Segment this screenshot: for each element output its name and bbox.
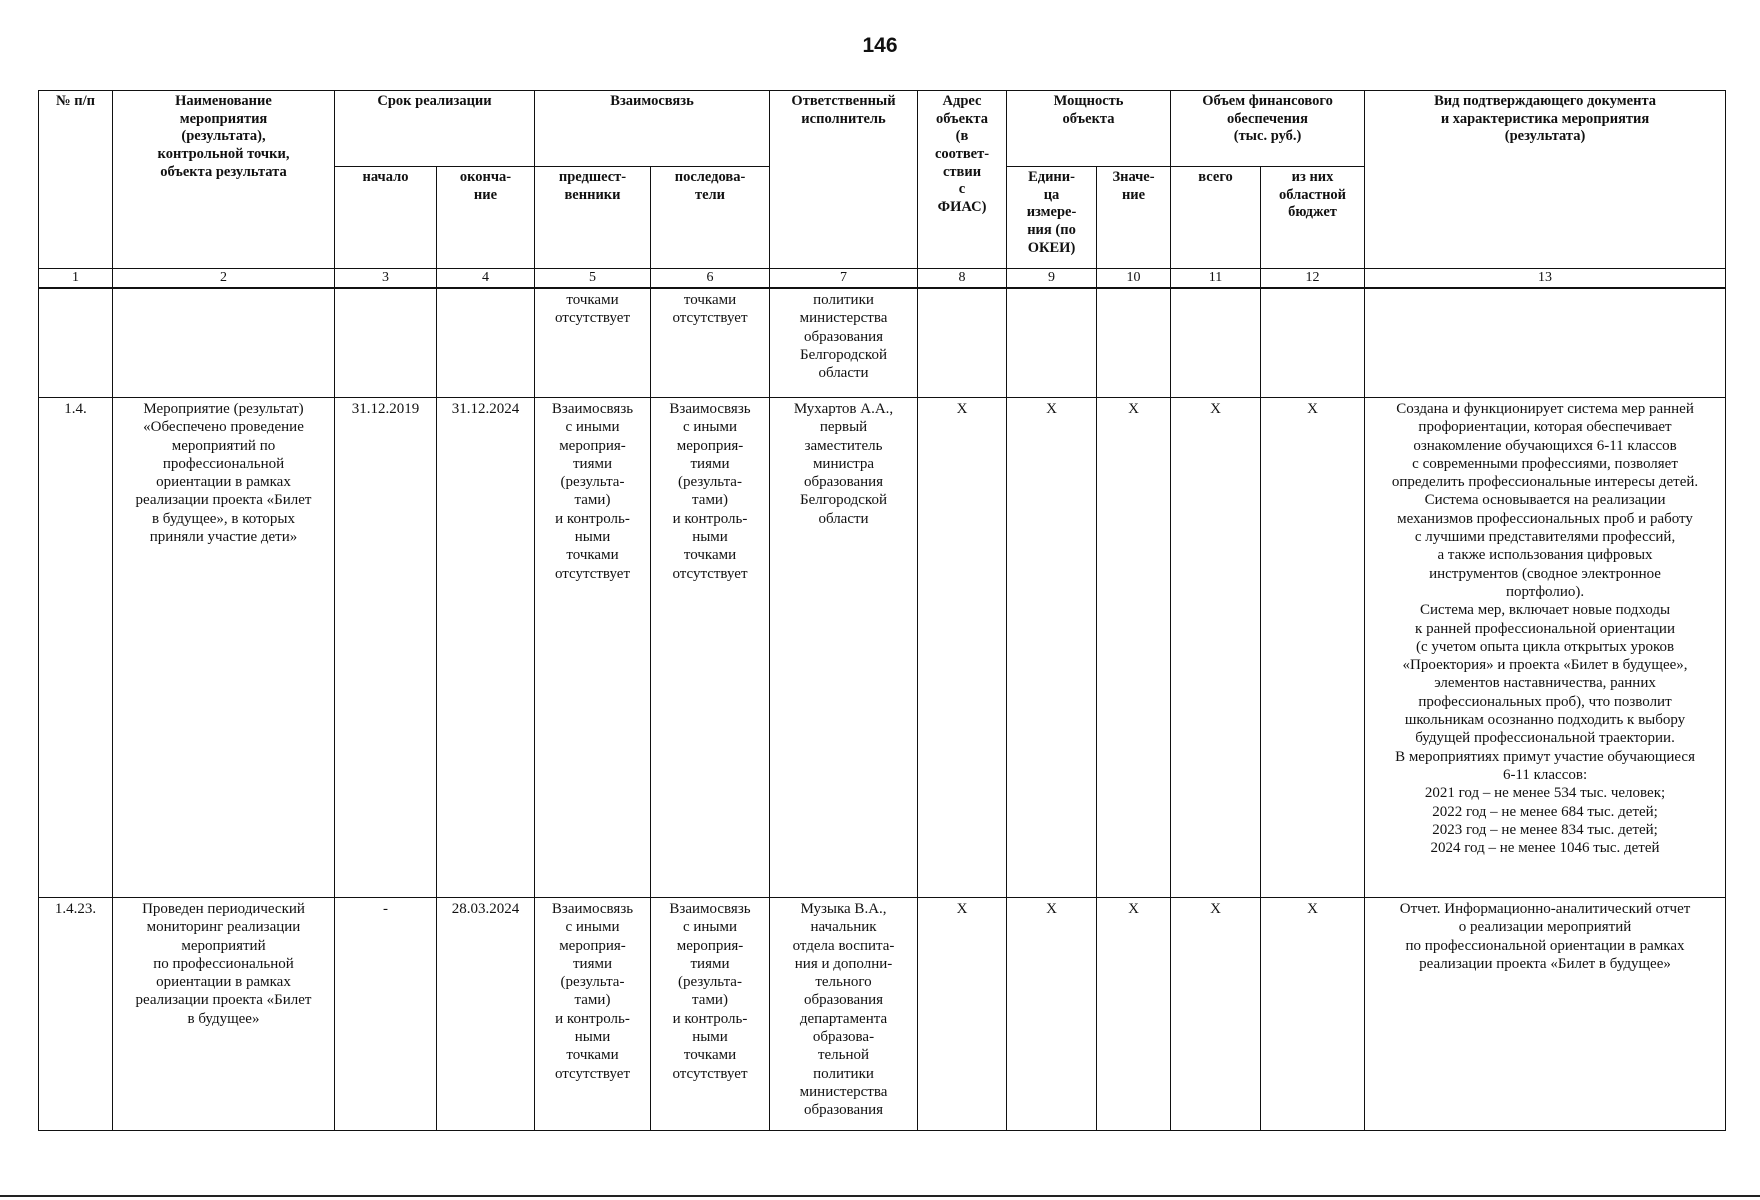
cell-name: Мероприятие (результат) «Обеспечено проведение мероприятий по профессиональной ориентации в рамках реализации проекта «Билет в будущее», в которых приняли участие дети» xyxy=(113,398,335,898)
cell-total: X xyxy=(1171,898,1261,1131)
cell-name: Проведен периодический мониторинг реализации мероприятий по профессиональной ориентации в рамках реализации проекта «Билет в будущее» xyxy=(113,898,335,1131)
cell-total xyxy=(1171,288,1261,398)
column-number: 2 xyxy=(113,269,335,289)
cell-end xyxy=(437,288,535,398)
column-number: 5 xyxy=(535,269,651,289)
cell-regional: X xyxy=(1261,898,1365,1131)
column-number: 9 xyxy=(1007,269,1097,289)
cell-end: 28.03.2024 xyxy=(437,898,535,1131)
cell-responsible: Мухартов А.А., первый заместитель министра образования Белгородской области xyxy=(770,398,918,898)
header-finance-total: всего xyxy=(1171,167,1261,269)
header-term: Срок реализации xyxy=(335,91,535,167)
cell-value: X xyxy=(1097,398,1171,898)
header-capacity-value: Значе- ние xyxy=(1097,167,1171,269)
cell-unit xyxy=(1007,288,1097,398)
header-link-next: последова- тели xyxy=(651,167,770,269)
cell-doc xyxy=(1365,288,1726,398)
cell-total: X xyxy=(1171,398,1261,898)
cell-value: X xyxy=(1097,898,1171,1131)
cell-unit: X xyxy=(1007,398,1097,898)
cell-successors: Взаимосвязь с иными мероприя- тиями (результа- тами) и контроль- ными точками отсутствует xyxy=(651,898,770,1131)
column-number: 1 xyxy=(39,269,113,289)
cell-responsible: Музыка В.А., начальник отдела воспита- ния и дополни- тельного образования департамента образова- тельной политики министерства образования xyxy=(770,898,918,1131)
column-number: 7 xyxy=(770,269,918,289)
cell-num: 1.4.23. xyxy=(39,898,113,1131)
cell-end: 31.12.2024 xyxy=(437,398,535,898)
cell-start xyxy=(335,288,437,398)
header-link: Взаимосвязь xyxy=(535,91,770,167)
cell-doc: Отчет. Информационно-аналитический отчет о реализации мероприятий по профессиональной ориентации в рамках реализации проекта «Билет в будущее» xyxy=(1365,898,1726,1131)
header-link-pred: предшест- венники xyxy=(535,167,651,269)
bottom-rule xyxy=(0,1195,1760,1197)
table-row xyxy=(39,398,1726,898)
cell-predecessors: Взаимосвязь с иными мероприя- тиями (результа- тами) и контроль- ными точками отсутствует xyxy=(535,398,651,898)
header-finance-regional: из них областной бюджет xyxy=(1261,167,1365,269)
cell-successors: Взаимосвязь с иными мероприя- тиями (результа- тами) и контроль- ными точками отсутствует xyxy=(651,398,770,898)
cell-name xyxy=(113,288,335,398)
header-term-end: оконча- ние xyxy=(437,167,535,269)
page-number: 146 xyxy=(862,34,898,57)
column-number: 13 xyxy=(1365,269,1726,289)
column-number-row xyxy=(39,269,1726,289)
cell-address: X xyxy=(918,398,1007,898)
column-number: 11 xyxy=(1171,269,1261,289)
header-doc-type: Вид подтверждающего документа и характеристика мероприятия (результата) xyxy=(1365,91,1726,269)
table-row xyxy=(39,288,1726,398)
cell-unit: X xyxy=(1007,898,1097,1131)
column-number: 3 xyxy=(335,269,437,289)
header-responsible: Ответственный исполнитель xyxy=(770,91,918,269)
header-capacity: Мощность объекта xyxy=(1007,91,1171,167)
cell-num xyxy=(39,288,113,398)
header-name: Наименование мероприятия (результата), контрольной точки, объекта результата xyxy=(113,91,335,269)
column-number: 12 xyxy=(1261,269,1365,289)
column-number: 6 xyxy=(651,269,770,289)
cell-start: 31.12.2019 xyxy=(335,398,437,898)
column-number: 10 xyxy=(1097,269,1171,289)
column-number: 8 xyxy=(918,269,1007,289)
cell-responsible: политики министерства образования Белгородской области xyxy=(770,288,918,398)
table-row xyxy=(39,898,1726,1131)
cell-num: 1.4. xyxy=(39,398,113,898)
header-term-start: начало xyxy=(335,167,437,269)
cell-start: - xyxy=(335,898,437,1131)
cell-address xyxy=(918,288,1007,398)
cell-value xyxy=(1097,288,1171,398)
cell-predecessors: точками отсутствует xyxy=(535,288,651,398)
cell-predecessors: Взаимосвязь с иными мероприя- тиями (результа- тами) и контроль- ными точками отсутствует xyxy=(535,898,651,1131)
header-address: Адрес объекта (в соответ- ствии с ФИАС) xyxy=(918,91,1007,269)
cell-regional xyxy=(1261,288,1365,398)
events-table xyxy=(38,90,1726,1131)
header-finance: Объем финансового обеспечения (тыс. руб.) xyxy=(1171,91,1365,167)
cell-regional: X xyxy=(1261,398,1365,898)
column-number: 4 xyxy=(437,269,535,289)
header-num: № п/п xyxy=(39,91,113,269)
cell-successors: точками отсутствует xyxy=(651,288,770,398)
header-capacity-unit: Едини- ца измере- ния (по ОКЕИ) xyxy=(1007,167,1097,269)
cell-address: X xyxy=(918,898,1007,1131)
cell-doc: Создана и функционирует система мер ранней профориентации, которая обеспечивает ознакомление обучающихся 6-11 классов с современными профессиями, позволяет определить профессиональные интересы детей. Система основывается на реализации механизмов профессиональных проб и работу с лучшими представителями профессий, а также использования цифровых инструментов (сводное электронное портфолио). Система мер, включает новые подходы к ранней профессиональной ориентации (с учетом опыта цикла открытых уроков «Проектория» и проекта «Билет в будущее», элементов наставничества, ранних профессиональных проб), что позволит школьникам осознанно подходить к выбору будущей профессиональной траектории. В мероприятиях примут участие обучающиеся 6-11 классов: 2021 год – не менее 534 тыс. человек; 2022 год – не менее 684 тыс. детей; 2023 год – не менее 834 тыс. детей; 2024 год – не менее 1046 тыс. детей xyxy=(1365,398,1726,898)
